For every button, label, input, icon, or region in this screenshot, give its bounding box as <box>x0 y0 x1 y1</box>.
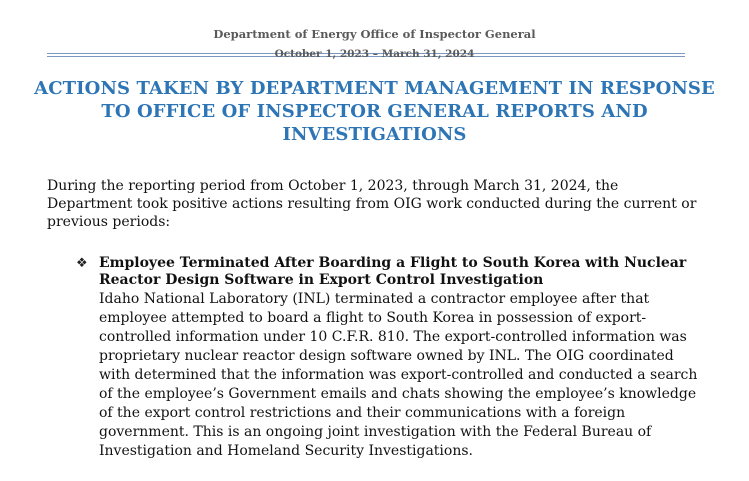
bullet-title: Employee Terminated After Boarding a Flight to South Korea with Nuclear Reactor Design Software in Export Control Investigation <box>99 255 687 288</box>
diamond-bullet-icon: ❖ <box>76 256 88 271</box>
bullet-body: Idaho National Laboratory (INL) terminated a contractor employee after that employee attempted to board a flight to South Korea in possession of export-controlled information under 10 C.F.R. 810. The export-controlled information was proprietary nuclear reactor design software owned by INL. The OIG coordinated with determined that the information was export-controlled and conducted a search of the employee’s Government emails and chats showing the employee’s knowledge of the export control restrictions and their communications with a foreign government. This is an ongoing joint investigation with the Federal Bureau of Investigation and Homeland Security Investigations. <box>99 291 698 459</box>
page-title: ACTIONS TAKEN BY DEPARTMENT MANAGEMENT IN RESPONSE TO OFFICE OF INSPECTOR GENERAL REPORTS AND INVESTIGATIONS <box>34 78 715 145</box>
header-title: Department of Energy Office of Inspector General <box>213 27 536 41</box>
header-period-row <box>0 42 749 60</box>
list-item <box>76 255 706 461</box>
header-period: October 1, 2023 – March 31, 2024 <box>274 48 475 60</box>
intro-paragraph: During the reporting period from October 1, 2023, through March 31, 2024, the Department took positive actions resulting from OIG work conducted during the current or previous periods: <box>47 178 697 230</box>
bullet-content <box>99 255 706 461</box>
page-header <box>0 27 749 60</box>
